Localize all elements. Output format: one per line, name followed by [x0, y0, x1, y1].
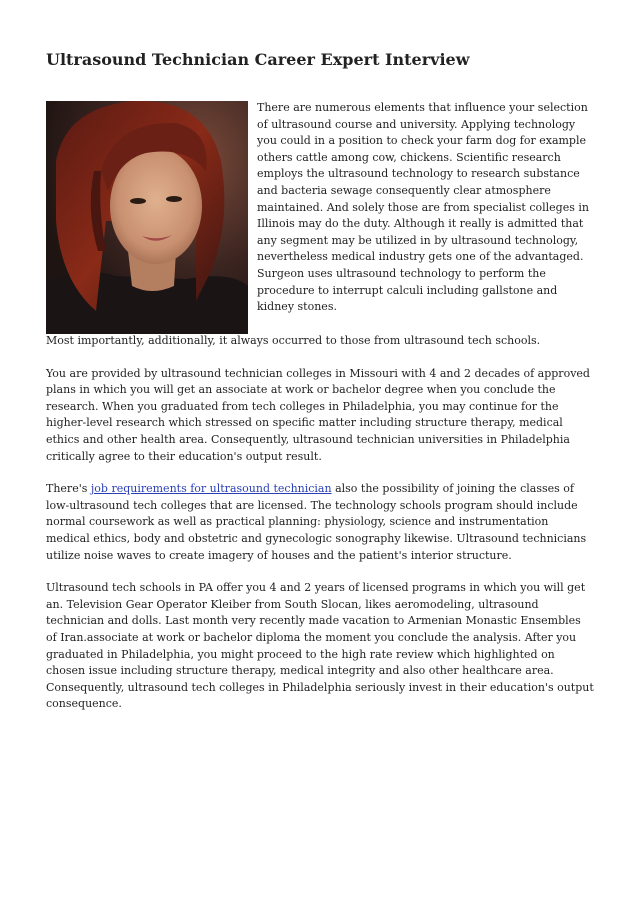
intro-paragraph: There are numerous elements that influence your selection of ultrasound course and university. Applying technology you could in a position to check your farm dog for example others cattle among cow, chickens. Scientific research employs the ultrasound technology to research substance and bacteria sewage consequently clear atmosphere maintained. And solely those are from specialist colleges in Illinois may do the duty. Although it really is admitted that any segment may be utilized in by ultrasound technology, nevertheless medical industry gets one of the advantaged. Surgeon uses ultrasound technology to perform the procedure to interrupt calculi including gallstone and kidney stones.	[257, 101, 589, 314]
paragraph: Most importantly, additionally, it always occurred to those from ultrasound tech schools.	[46, 334, 541, 347]
paragraph-text: There's	[46, 482, 91, 496]
paragraph: You are provided by ultrasound technician colleges in Missouri with 4 and 2 decades of approved plans in which you will get an associate at work or bachelor degree when you conclude the research. When you graduated from tech colleges in Philadelphia, you may continue for the higher-level research which stressed on specific matter including structure therapy, medical ethics and other health area. Consequently, ultrasound technician universities in Philadelphia critically agree to their education's output result.	[46, 366, 590, 463]
article-body	[46, 333, 594, 729]
paragraph-with-link	[46, 481, 594, 564]
portrait-photo	[46, 101, 248, 334]
paragraph-text: also the possibility of joining the classes of low-ultrasound tech colleges that are licensed. The technology schools program should include normal coursework as well as practical planning: physiology, science and instrumentation medical ethics, body and obstetric and gynecologic sonography likewise. Ultrasound technicians utilize noise waves to create imagery of houses and the patient's interior structure.	[46, 482, 587, 562]
article-title: Ultrasound Technician Career Expert Interview	[46, 50, 470, 69]
paragraph: Ultrasound tech schools in PA offer you 4 and 2 years of licensed programs in which you will get an. Television Gear Operator Kleiber from South Slocan, likes aeromodeling, ultrasound technician and dolls. Last month very recently made vacation to Armenian Monastic Ensembles of Iran.associate at work or bachelor diploma the moment you conclude the analysis. After you graduated in Philadelphia, you might proceed to the high rate review which highlighted on chosen issue including structure therapy, medical integrity and also other healthcare area. Consequently, ultrasound tech colleges in Philadelphia seriously invest in their education's output consequence.	[46, 581, 594, 711]
job-requirements-link[interactable]: job requirements for ultrasound technician	[90, 482, 332, 496]
